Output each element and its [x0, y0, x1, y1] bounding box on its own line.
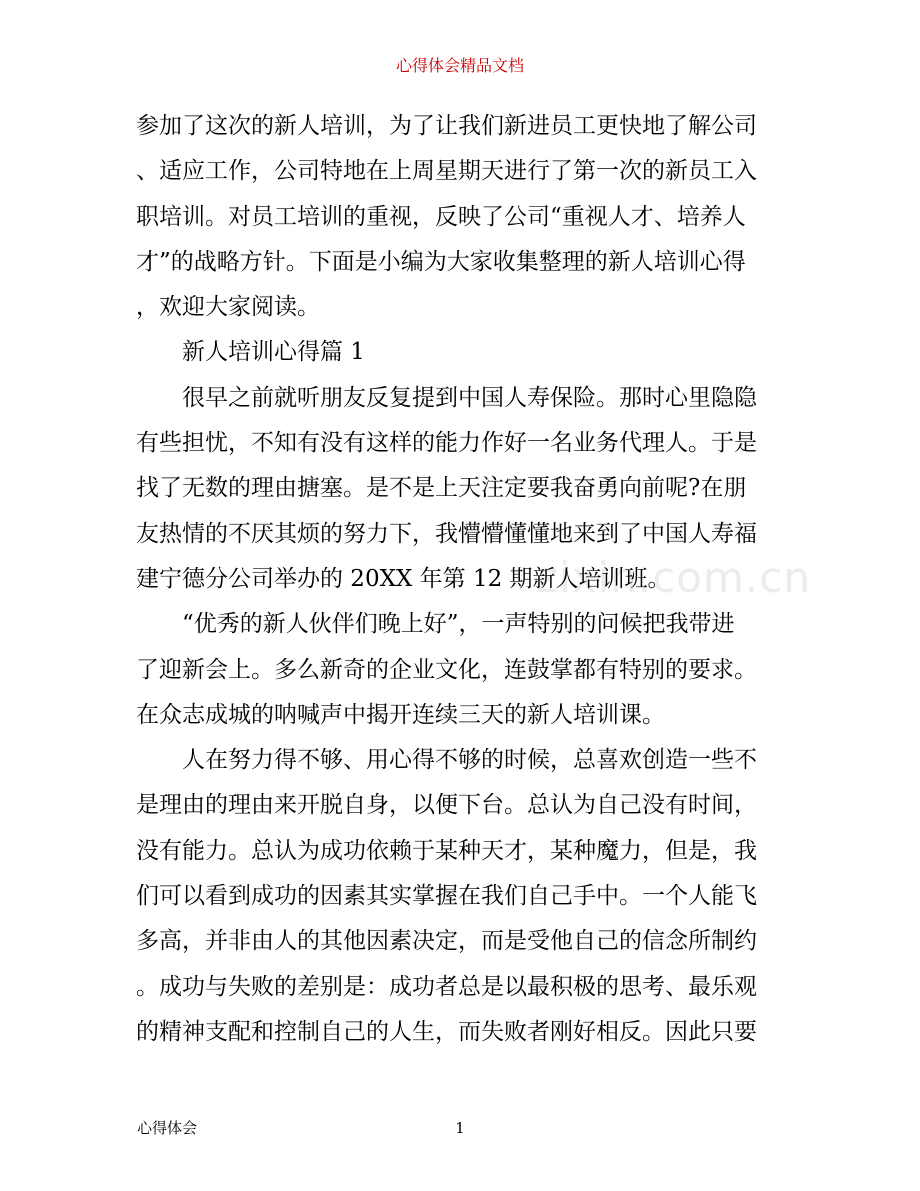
body-paragraph: [136, 376, 786, 602]
text-line: 了迎新会上。多么新奇的企业文化，连鼓掌都有特别的要求。: [136, 656, 757, 683]
text-line: 没有能力。总认为成功依赖于某种天才，某种魔力，但是，我: [136, 837, 757, 864]
text-line: 才”的战略方针。下面是小编为大家收集整理的新人培训心得: [136, 248, 746, 275]
text-line: 人在努力得不够、用心得不够的时候，总喜欢创造一些不: [182, 747, 757, 774]
text-line: 多高，并非由人的其他因素决定，而是受他自己的信念所制约: [136, 928, 757, 955]
text-line: 职培训。对员工培训的重视，反映了公司“重视人才、培养人: [136, 203, 746, 230]
section-heading: [136, 330, 786, 375]
page-footer: [0, 1116, 920, 1140]
body-paragraph: [136, 738, 786, 1055]
text-line: ，欢迎大家阅读。: [136, 294, 320, 321]
page-number: 1: [455, 1119, 465, 1137]
text-line: 找了无数的理由搪塞。是不是上天注定要我奋勇向前呢?在朋: [136, 475, 747, 502]
text-line: “优秀的新人伙伴们晚上好”，一声特别的问候把我带进: [182, 611, 735, 638]
intro-paragraph: [136, 104, 786, 330]
text-line: 。成功与失败的差别是：成功者总是以最积极的思考、最乐观: [136, 973, 757, 1000]
text-line: 建宁德分公司举办的 20XX 年第 12 期新人培训班。: [136, 565, 671, 592]
page-header-title: 心得体会精品文档: [395, 56, 524, 75]
text-line: 、适应工作，公司特地在上周星期天进行了第一次的新员工入: [136, 158, 757, 185]
document-body: [136, 104, 786, 1055]
footer-label: 心得体会: [137, 1119, 198, 1137]
text-line: 是理由的理由来开脱自身，以便下台。总认为自己没有时间，: [136, 792, 757, 819]
watermark: zixin.com.cn: [536, 553, 811, 602]
text-line: 参加了这次的新人培训，为了让我们新进员工更快地了解公司: [136, 113, 757, 139]
text-line: 的精神支配和控制自己的人生，而失败者刚好相反。因此只要: [136, 1018, 757, 1045]
body-paragraph: [136, 602, 786, 738]
text-line: 很早之前就听朋友反复提到中国人寿保险。那时心里隐隐: [182, 384, 757, 411]
text-line: 在众志成城的呐喊声中揭开连续三天的新人培训课。: [136, 701, 665, 728]
heading-line: 新人培训心得篇 1: [182, 339, 365, 366]
text-line: 有些担忧，不知有没有这样的能力作好一名业务代理人。于是: [136, 430, 757, 457]
text-line: 们可以看到成功的因素其实掌握在我们自己手中。一个人能飞: [136, 883, 757, 910]
text-line: 友热情的不厌其烦的努力下，我懵懵懂懂地来到了中国人寿福: [136, 520, 757, 547]
